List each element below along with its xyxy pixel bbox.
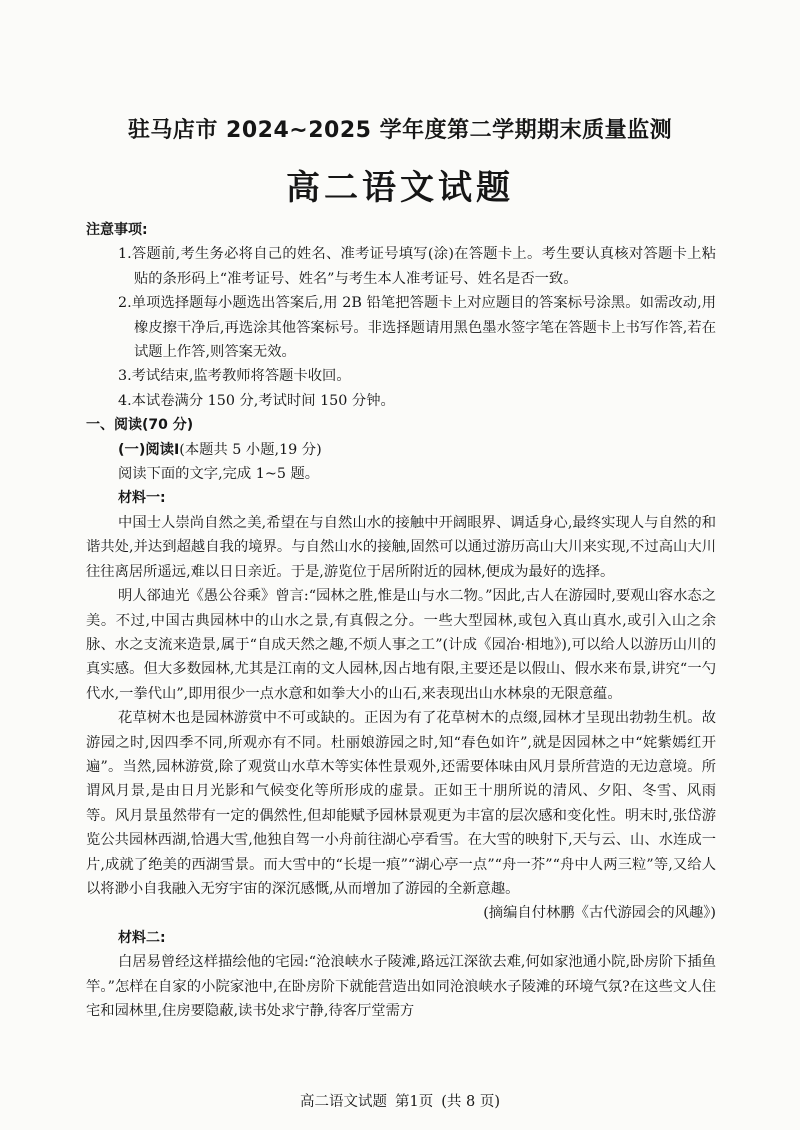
footer-page-number: 第1页 — [395, 1094, 434, 1110]
section-heading: 一、阅读(70 分) — [86, 417, 194, 434]
page-footer — [0, 1090, 800, 1111]
footer-subject: 高二语文试题 — [300, 1094, 387, 1110]
subsection-tag: (一)阅读Ⅰ — [118, 441, 180, 458]
subsection-detail: (本题共 5 小题,19 分) — [179, 441, 322, 458]
material-two-paragraph: 白居易曾经这样描绘他的宅园:“沧浪峡水子陵滩,路远江深欲去难,何如家池通小院,卧房阶下插鱼竿。”怎样在自家的小院家池中,在卧房阶下就能营造出如同沧浪峡水子陵滩的环境气氛?在这些文人住宅和园林里,住房要隐蔽,读书处求宁静,待客厅堂需方 — [86, 954, 716, 1019]
material-one-paragraph: 花草树木也是园林游赏中不可或缺的。正因为有了花草树木的点缀,园林才呈现出勃勃生机。故游园之时,因四季不同,所观亦有不同。杜丽娘游园之时,知“春色如许”,就是因园林之中“姹紫嫣红开遍”。当然,园林游赏,除了观赏山水草木等实体性景观外,还需要体味由风月景所营造的无边意境。所谓风月景,是由日月光影和气候变化等所形成的虚景。正如王十朋所说的清风、夕阳、冬雪、风雨等。风月景虽然带有一定的偶然性,但却能赋予园林景观更为丰富的层次感和变化性。明末时,张岱游览公共园林西湖,恰遇大雪,他独自驾一小舟前往湖心亭看雪。在大雪的映射下,天与云、山、水连成一片,成就了绝美的西湖雪景。而大雪中的“长堤一痕”“湖心亭一点”“舟一芥”“舟中人两三粒”等,又给人以将渺小自我融入无穷宇宙的深沉感慨,从而增加了游园的全新意趣。 — [86, 710, 716, 897]
notice-item-1: 1.答题前,考生务必将自己的姓名、准考证号填写(涂)在答题卡上。考生要认真核对答题卡上粘贴的条形码上“准考证号、姓名”与考生本人准考证号、姓名是否一致。 — [118, 246, 716, 287]
exam-header-title: 驻马店市 2024~2025 学年度第二学期期末质量监测 — [127, 118, 673, 143]
notice-item-3: 3.考试结束,监考教师将答题卡收回。 — [118, 368, 351, 385]
material-one-source: (摘编自付林鹏《古代游园会的风趣》) — [483, 905, 716, 922]
reading-instruction: 阅读下面的文字,完成 1~5 题。 — [118, 466, 320, 483]
material-one-paragraph: 中国士人崇尚自然之美,希望在与自然山水的接触中开阔眼界、调适身心,最终实现人与自然的和谐共处,并达到超越自我的境界。与自然山水的接触,固然可以通过游历高山大川来实现,不过高山大川往往离居所遥远,难以日日亲近。于是,游览位于居所附近的园林,便成为最好的选择。 — [86, 514, 716, 580]
exam-body — [86, 218, 716, 1023]
footer-total-pages: (共 8 页) — [441, 1094, 500, 1110]
exam-subject-title: 高二语文试题 — [286, 168, 514, 208]
material-one-paragraph: 明人郤迪光《愚公谷乘》曾言:“园林之胜,惟是山与水二物。”因此,古人在游园时,要观山容水态之美。不过,中国古典园林中的山水之景,有真假之分。一些大型园林,或包入真山真水,或引入山之余脉、水之支流来造景,属于“自成天然之趣,不烦人事之工”(计成《园冶·相地》),可以给人以游历山川的真实感。但大多数园林,尤其是江南的文人园林,因占地有限,主要还是以假山、假水来布景,讲究“一勺代水,一拳代山”,即用很少一点水意和如拳大小的山石,来表现出山水林泉的无限意蕴。 — [86, 588, 716, 702]
subsection-heading — [86, 438, 716, 462]
notice-heading: 注意事项: — [86, 222, 148, 238]
material-one-label: 材料一: — [118, 490, 166, 507]
notice-item-2: 2.单项选择题每小题选出答案后,用 2B 铅笔把答题卡上对应题目的答案标号涂黑。如需改动,用橡皮擦干净后,再选涂其他答案标号。非选择题请用黑色墨水签字笔在答题卡上书写作答,若在试题上作答,则答案无效。 — [118, 295, 716, 361]
notice-item-4: 4.本试卷满分 150 分,考试时间 150 分钟。 — [118, 392, 395, 409]
material-two-label: 材料二: — [118, 929, 166, 946]
